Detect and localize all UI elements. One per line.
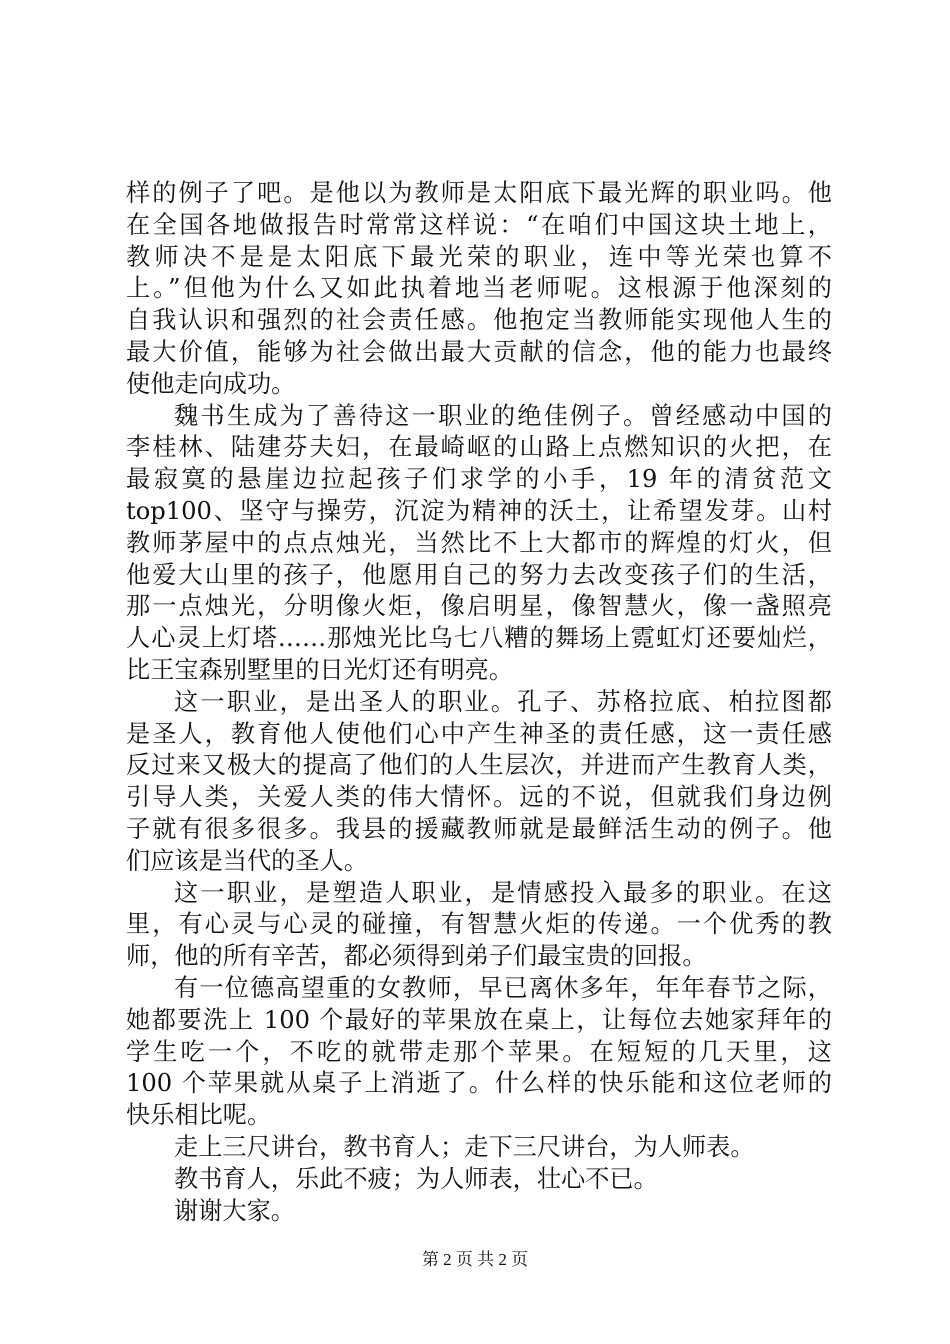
text-line: 走上三尺讲台，教书育人；走下三尺讲台，为人师表。 — [174, 1132, 755, 1161]
text-line: 学生吃一个，不吃的就带走那个苹果。在短短的几天里，这 — [126, 1037, 832, 1066]
text-line: 教师决不是是太阳底下最光荣的职业，连中等光荣也算不 — [126, 242, 832, 271]
text-line: 师，他的所有辛苦，都必须得到弟子们最宝贵的回报。 — [126, 942, 707, 971]
text-line: 最大价值，能够为社会做出最大贡献的信念，他的能力也最终 — [126, 337, 832, 366]
text-line: 比王宝森别墅里的日光灯还有明亮。 — [126, 655, 514, 684]
text-line: 100 个苹果就从桌子上消逝了。什么样的快乐能和这位老师的 — [126, 1069, 832, 1098]
text-line: 是圣人，教育他人使他们心中产生神圣的责任感，这一责任感 — [126, 719, 832, 748]
text-line: 教师茅屋中的点点烛光，当然比不上大都市的辉煌的灯火，但 — [126, 528, 832, 557]
text-line: 使他走向成功。 — [126, 369, 296, 398]
text-line: 李桂林、陆建芬夫妇，在最崎岖的山路上点燃知识的火把，在 — [126, 433, 832, 462]
text-line: top100、坚守与操劳，沉淀为精神的沃土，让希望发芽。山村 — [126, 496, 832, 525]
text-line: 她都要洗上 100 个最好的苹果放在桌上，让每位去她家拜年的 — [126, 1005, 832, 1034]
document-body — [126, 178, 832, 1227]
text-line: 里，有心灵与心灵的碰撞，有智慧火炬的传递。一个优秀的教 — [126, 910, 832, 939]
text-line: 在全国各地做报告时常常这样说：“在咱们中国这块土地上， — [126, 210, 832, 239]
text-line: 谢谢大家。 — [174, 1196, 295, 1225]
text-line: 魏书生成为了善待这一职业的绝佳例子。曾经感动中国的 — [174, 401, 832, 430]
text-line: 最寂寞的悬崖边拉起孩子们求学的小手，19 年的清贫范文 — [126, 465, 832, 494]
text-line: 样的例子了吧。是他以为教师是太阳底下最光辉的职业吗。他 — [126, 179, 832, 207]
text-line: 们应该是当代的圣人。 — [126, 846, 368, 875]
text-line: 快乐相比呢。 — [126, 1101, 272, 1130]
text-line: 引导人类，关爱人类的伟大情怀。远的不说，但就我们身边例 — [126, 783, 832, 812]
text-line: 这一职业，是塑造人职业，是情感投入最多的职业。在这 — [174, 878, 832, 907]
text-line: 教书育人，乐此不疲；为人师表，壮心不已。 — [174, 1164, 658, 1193]
text-line: 他爱大山里的孩子，他愿用自己的努力去改变孩子们的生活， — [126, 560, 832, 589]
text-line: 这一职业，是出圣人的职业。孔子、苏格拉底、柏拉图都 — [174, 687, 832, 716]
text-line: 子就有很多很多。我县的援藏教师就是最鲜活生动的例子。他 — [126, 814, 832, 843]
page-footer: 第 2 页 共 2 页 — [421, 1250, 529, 1269]
text-line: 反过来又极大的提高了他们的人生层次，并进而产生教育人类， — [126, 751, 832, 780]
text-line: 人心灵上灯塔……那烛光比乌七八糟的舞场上霓虹灯还要灿烂， — [126, 624, 832, 653]
text-line: 有一位德高望重的女教师，早已离休多年，年年春节之际， — [174, 973, 832, 1002]
text-line: 那一点烛光，分明像火炬，像启明星，像智慧火，像一盏照亮 — [126, 592, 832, 621]
text-line: 上。”但他为什么又如此执着地当老师呢。这根源于他深刻的 — [126, 274, 832, 303]
text-line: 自我认识和强烈的社会责任感。他抱定当教师能实现他人生的 — [126, 306, 832, 335]
